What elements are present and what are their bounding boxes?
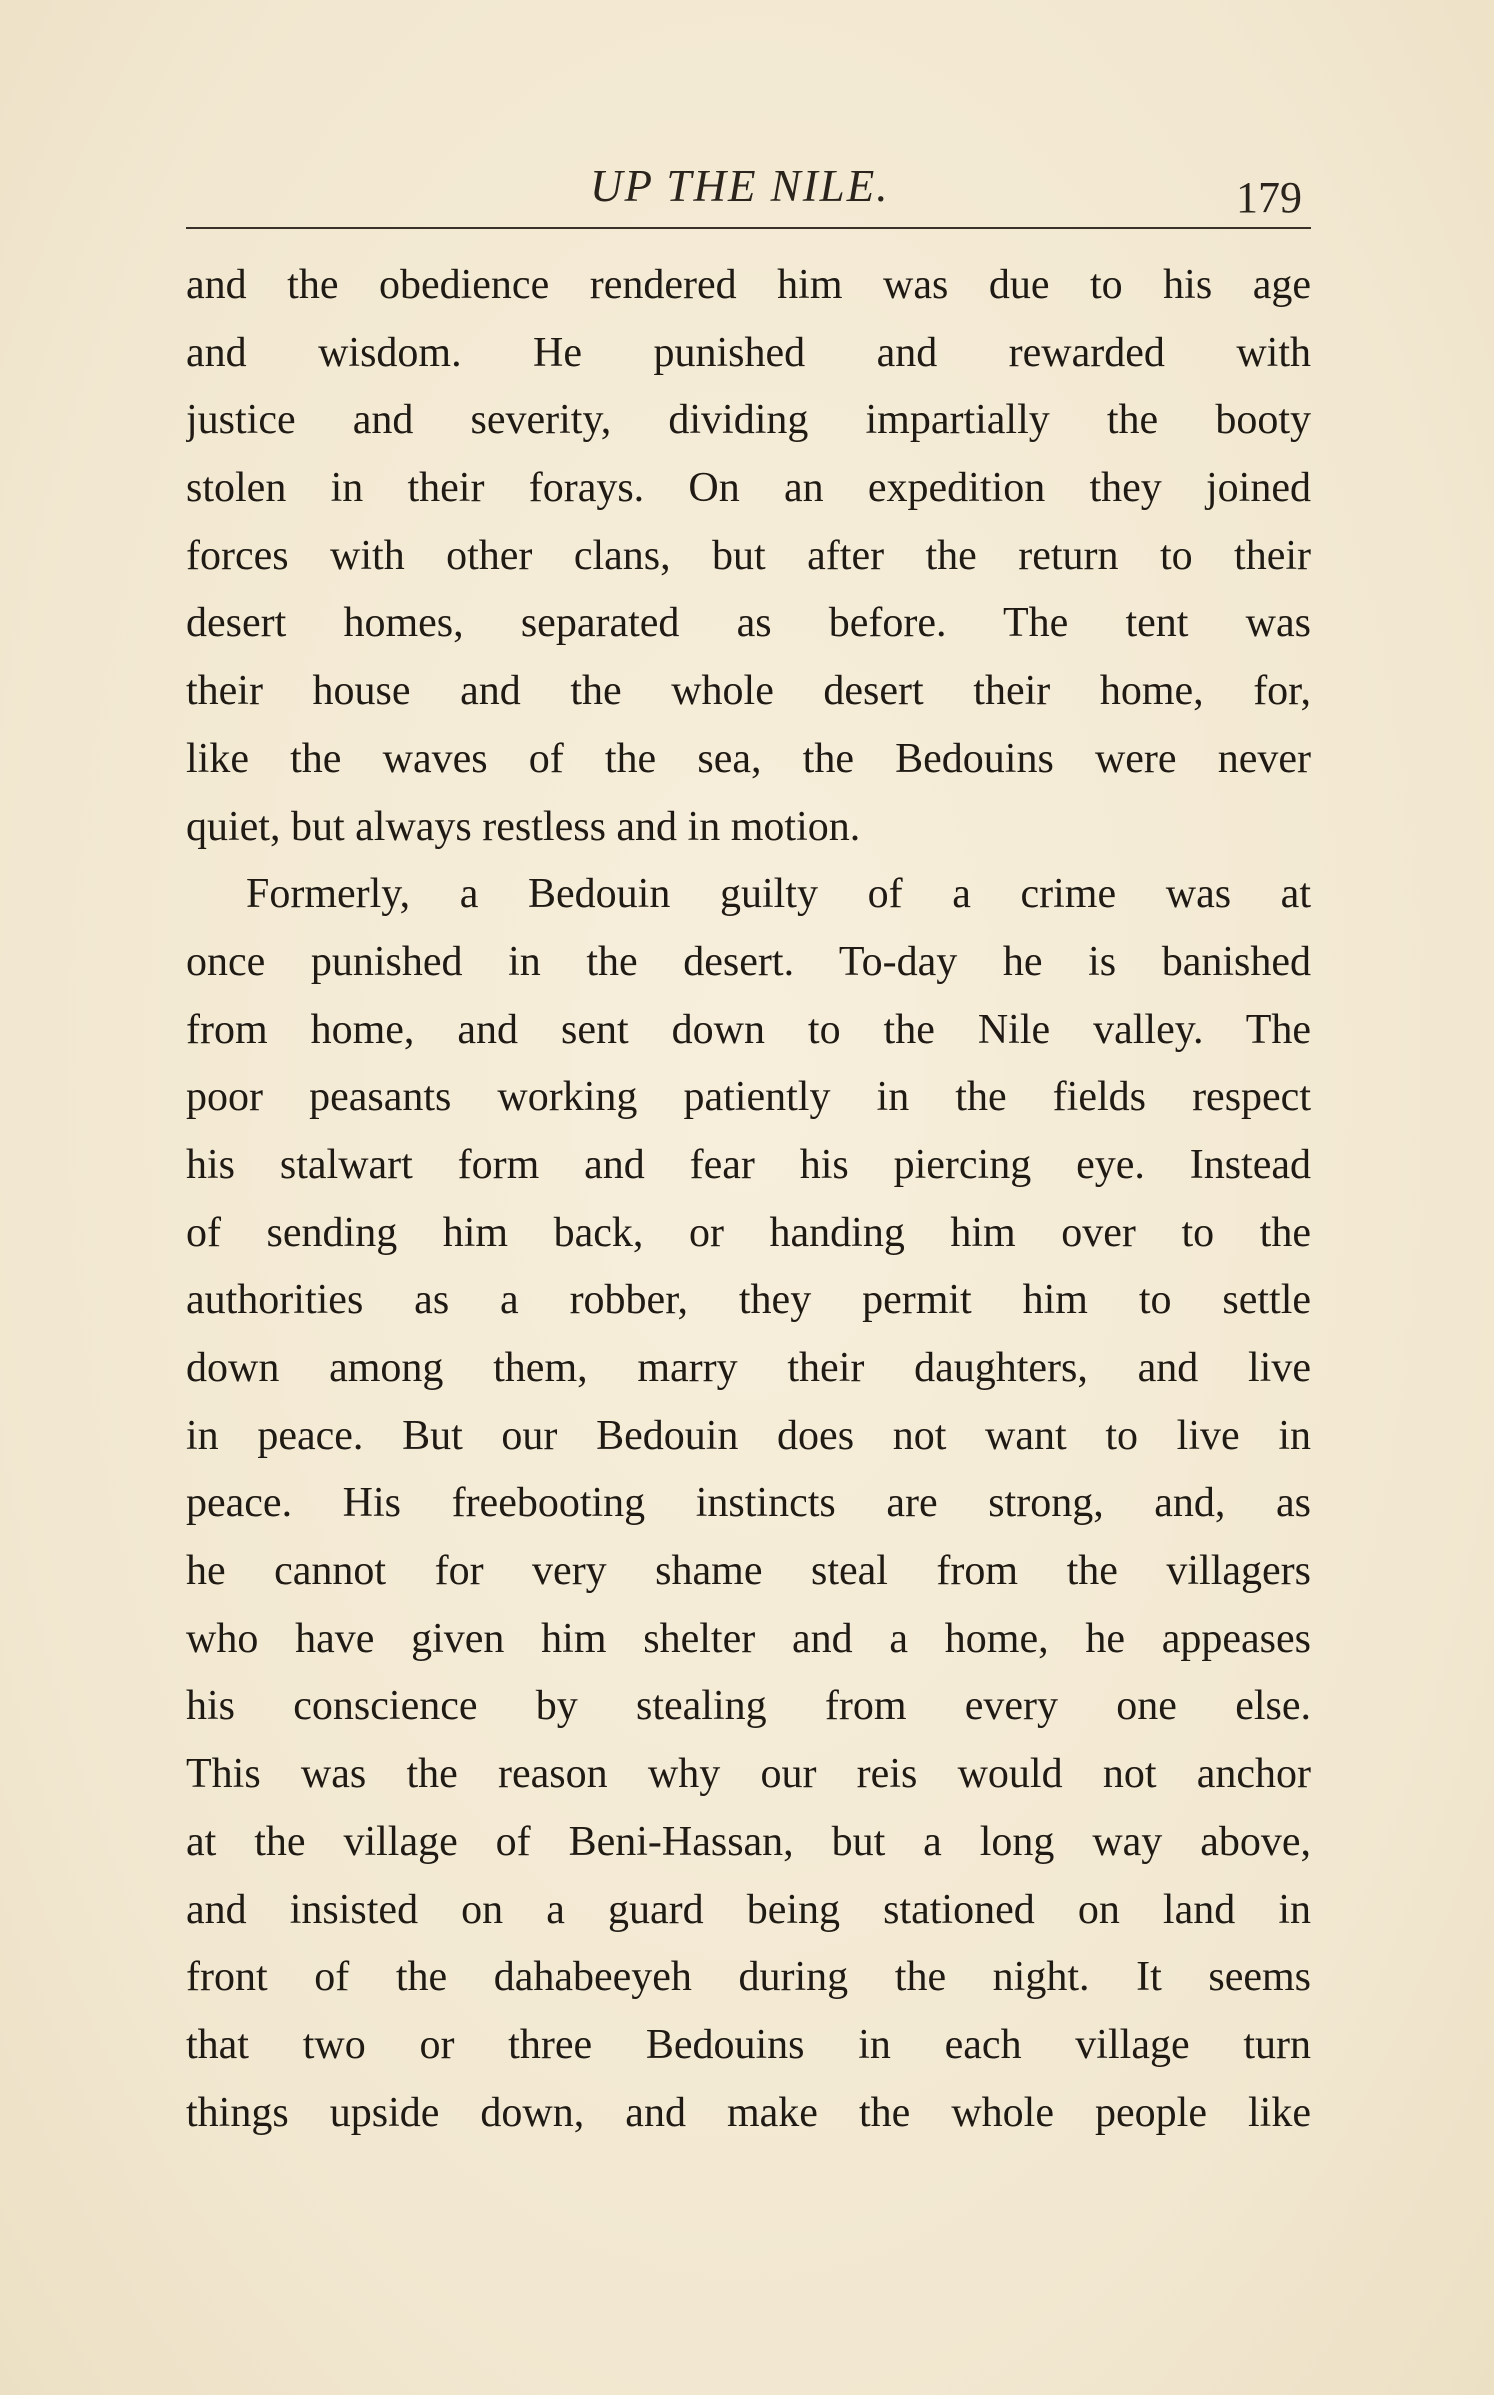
body-text bbox=[186, 252, 1311, 2147]
text-line: he cannot for very shame steal from the villagers bbox=[186, 1548, 1311, 1595]
paragraph-2 bbox=[186, 861, 1311, 2147]
text-line: and wisdom. He punished and rewarded with bbox=[186, 329, 1311, 376]
text-line: in peace. But our Bedouin does not want to live in bbox=[186, 1412, 1311, 1459]
text-line: down among them, marry their daughters, and live bbox=[186, 1345, 1311, 1391]
text-line: his conscience by stealing from every one else. bbox=[186, 1683, 1311, 1730]
text-line: justice and severity, dividing impartially the booty bbox=[186, 397, 1311, 444]
text-line: peace. His freebooting instincts are strong, and, as bbox=[186, 1480, 1311, 1527]
text-line: his stalwart form and fear his piercing eye. Instead bbox=[186, 1141, 1311, 1188]
text-line: at the village of Beni-Hassan, but a long way above, bbox=[186, 1818, 1311, 1865]
paragraph-1 bbox=[186, 252, 1311, 861]
text-line: from home, and sent down to the Nile valley. The bbox=[186, 1006, 1311, 1053]
text-line: of sending him back, or handing him over to the bbox=[186, 1209, 1311, 1256]
text-line: who have given him shelter and a home, he appeases bbox=[186, 1615, 1311, 1662]
text-line: things upside down, and make the whole people like bbox=[186, 2089, 1311, 2136]
header-rule bbox=[186, 227, 1311, 229]
text-line: Formerly, a Bedouin guilty of a crime was at bbox=[246, 871, 1311, 918]
running-title: UP THE NILE. bbox=[590, 161, 890, 211]
text-line: like the waves of the sea, the Bedouins were never bbox=[186, 735, 1311, 782]
text-line: their house and the whole desert their home, for, bbox=[186, 668, 1311, 715]
running-head bbox=[0, 160, 1494, 220]
text-line: stolen in their forays. On an expedition they joined bbox=[186, 465, 1311, 512]
text-line: forces with other clans, but after the return to their bbox=[186, 532, 1311, 579]
text-line: authorities as a robber, they permit him to settle bbox=[186, 1277, 1311, 1324]
text-line: desert homes, separated as before. The tent was bbox=[186, 600, 1311, 647]
text-line: and insisted on a guard being stationed on land in bbox=[186, 1886, 1311, 1933]
text-line: once punished in the desert. To-day he is banished bbox=[186, 938, 1311, 985]
text-line: This was the reason why our reis would not anchor bbox=[186, 1751, 1311, 1798]
text-line: and the obedience rendered him was due to his age bbox=[186, 262, 1311, 308]
text-line: front of the dahabeeyeh during the night. It seems bbox=[186, 1954, 1311, 2001]
text-line: quiet, but always restless and in motion. bbox=[186, 803, 861, 850]
page-number: 179 bbox=[1236, 173, 1302, 222]
text-line: poor peasants working patiently in the fields respect bbox=[186, 1074, 1311, 1121]
text-line: that two or three Bedouins in each village turn bbox=[186, 2021, 1311, 2068]
